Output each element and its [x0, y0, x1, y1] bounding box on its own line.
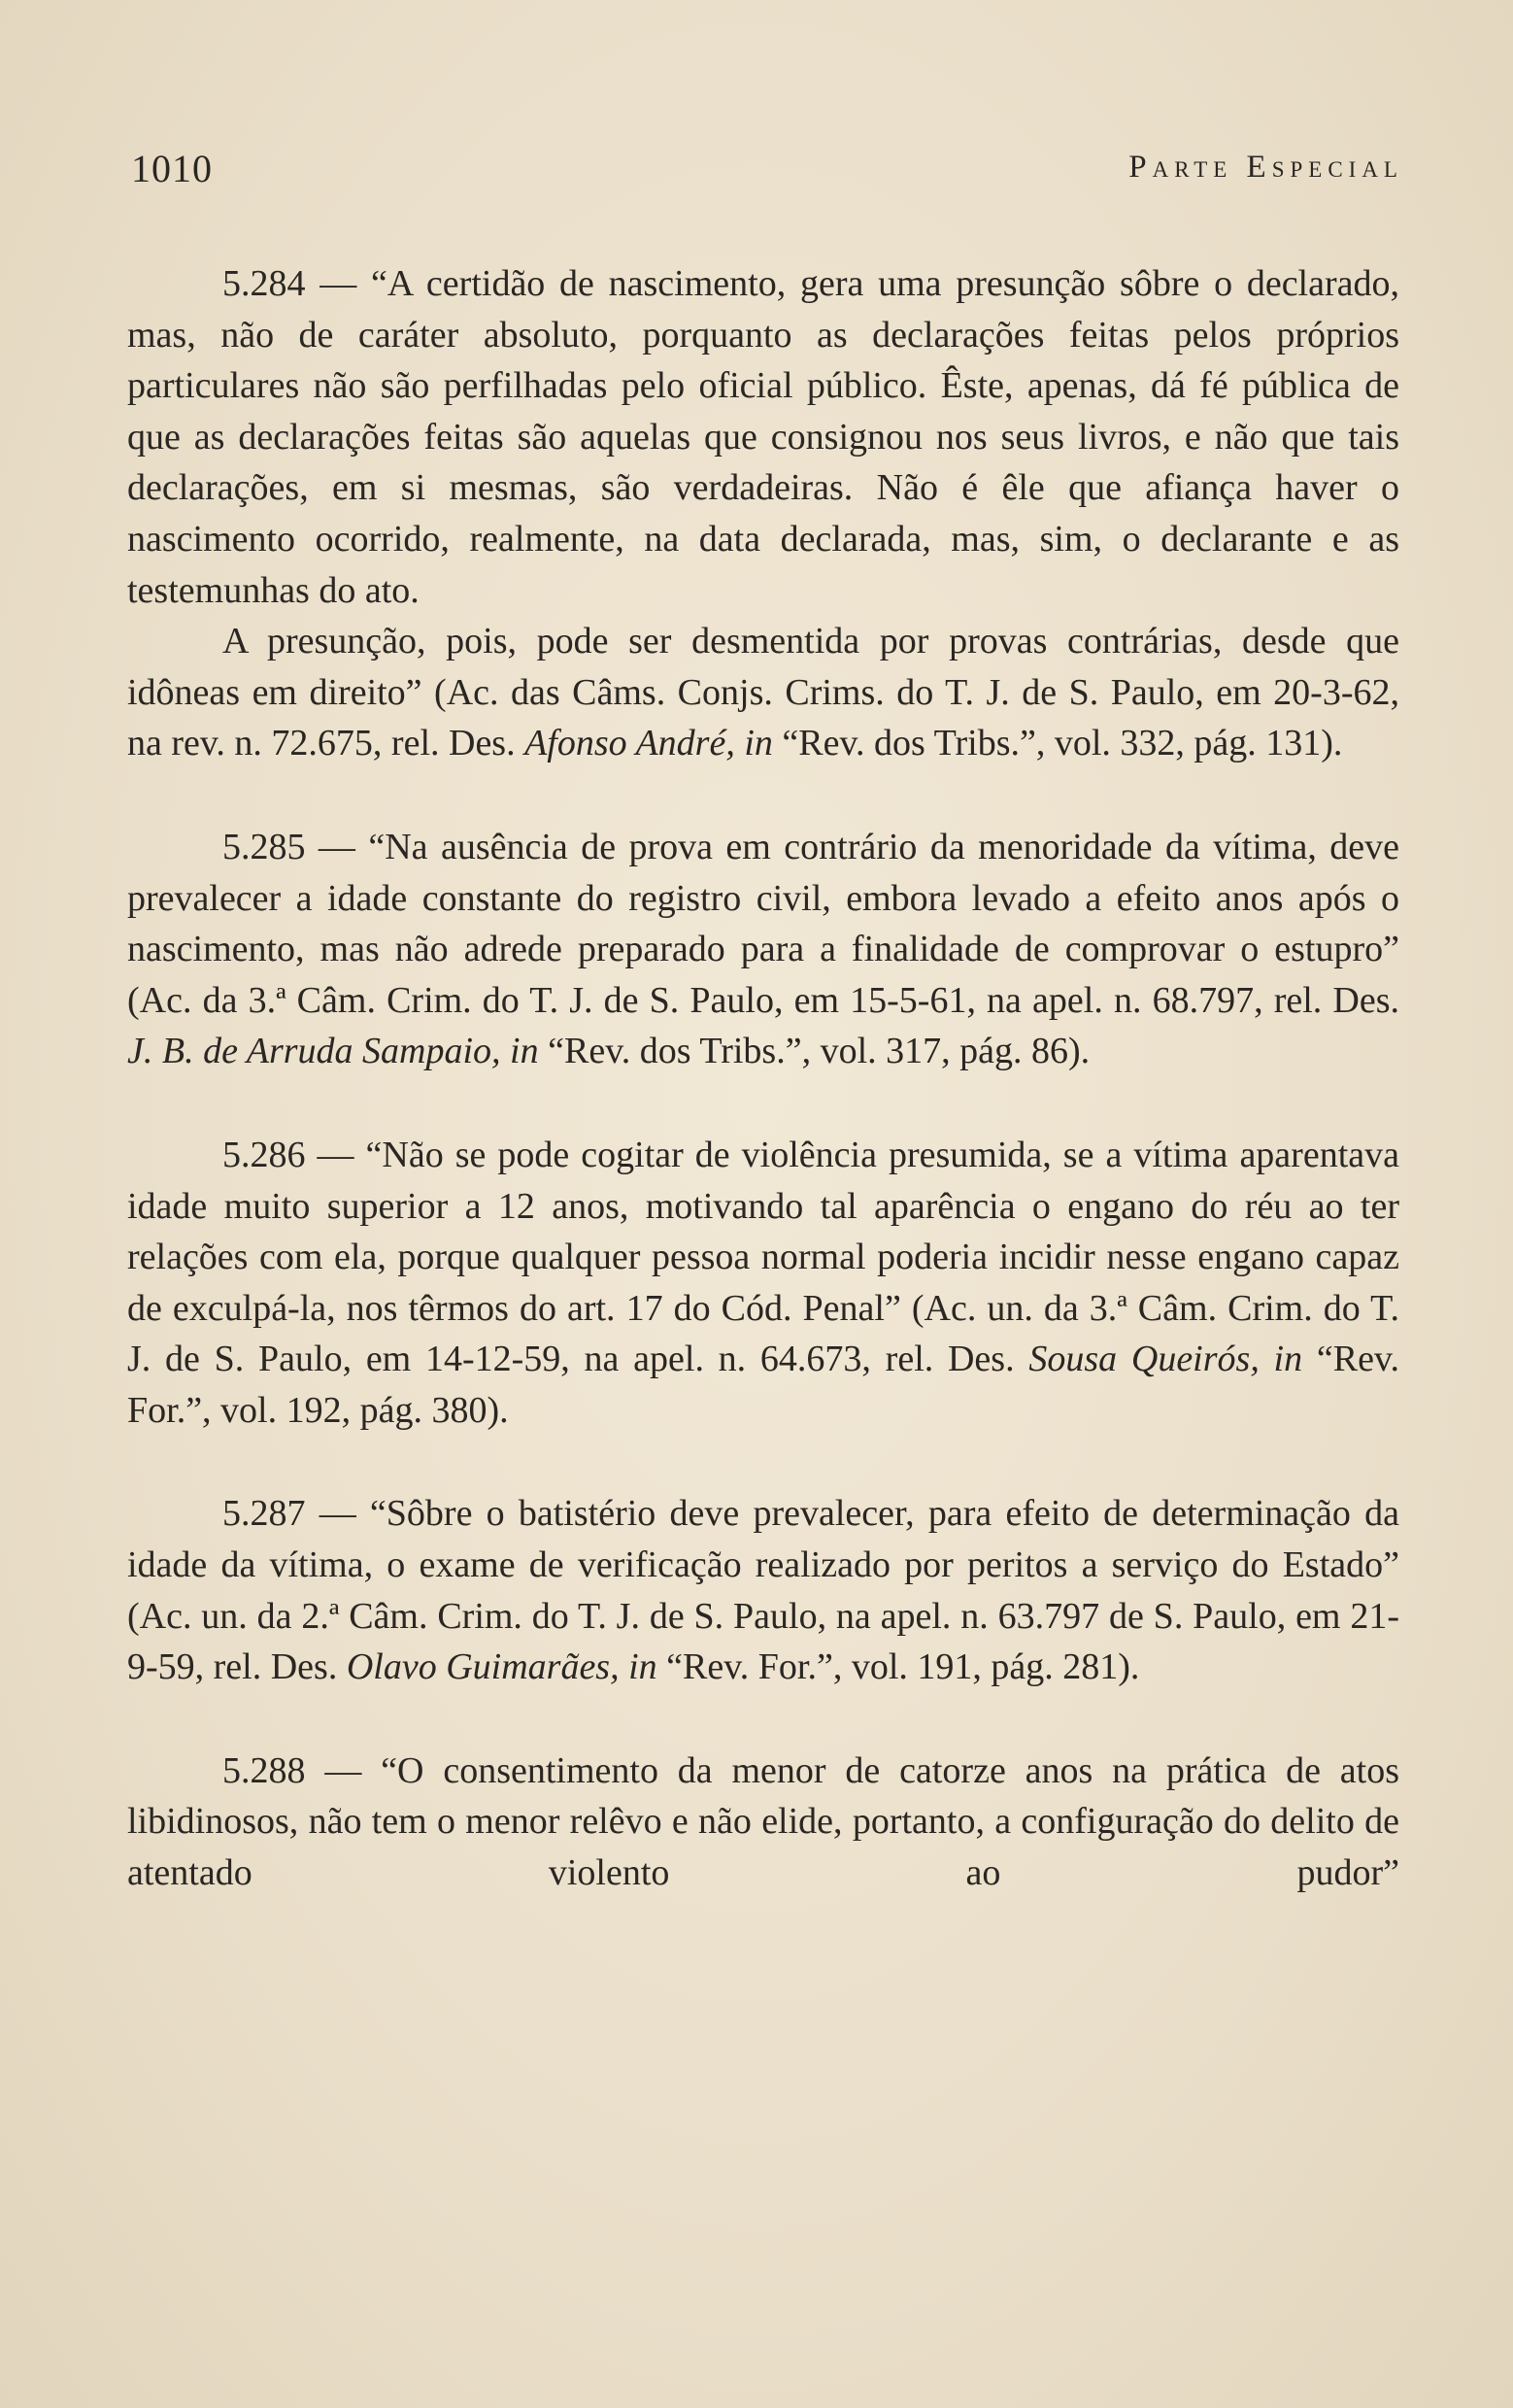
running-head: Parte Especial	[1128, 150, 1403, 185]
entry-paragraph	[127, 1130, 1399, 1437]
entry-text: — “O consentimento da menor de catorze anos na prática de atos libidinosos, não tem o menor relêvo e não elide, portanto, a configuração do delito de atentado violento ao pudor”	[127, 1749, 1399, 1894]
entry-paragraph	[127, 822, 1399, 1077]
entry-number: 5.284	[222, 263, 306, 304]
entry-paragraph	[127, 1746, 1399, 1899]
entry-number: 5.287	[222, 1493, 306, 1535]
entry-citation: “Rev. For.”, vol. 191, pág. 281).	[656, 1646, 1140, 1688]
entry-text: — “Não se pode cogitar de violência presumida, se a vítima aparentava idade muito superior a 12 anos, motivando tal aparência o engano do réu ao ter relações com ela, porque qualquer pessoa normal poderia incidir nesse engano capaz de exculpá-la, nos têrmos do art. 17 do Cód. Penal” (Ac. un. da 3.ª Câm. Crim. do T. J. de S. Paulo, em 14-12-59, na apel. n. 64.673, rel. Des.	[127, 1134, 1399, 1380]
entry-italic-author: Olavo Guimarães, in	[346, 1646, 657, 1688]
entry-italic-author: Afonso André, in	[524, 723, 773, 764]
page-number: 1010	[131, 147, 213, 190]
entry-text: A presunção, pois, pode ser desmentida por provas contrárias, desde que idôneas em direito” (Ac. das Câms. Conjs. Crims. do T. J. de S. Paulo, em 20-3-62, na rev. n. 72.675, rel. Des.	[127, 621, 1399, 764]
entry-text: — “Na ausência de prova em contrário da menoridade da vítima, deve prevalecer a idade constante do registro civil, embora levado a efeito anos após o nascimento, mas não adrede preparado para a finalidade de comprovar o estupro” (Ac. da 3.ª Câm. Crim. do T. J. de S. Paulo, em 15-5-61, na apel. n. 68.797, rel. Des.	[127, 826, 1399, 1021]
entry-italic-author: J. B. de Arruda Sampaio, in	[127, 1031, 539, 1072]
entry-text: — “Sôbre o batistério deve prevalecer, para efeito de determinação da idade da vítima, o exame de verificação realizado por peritos a serviço do Estado” (Ac. un. da 2.ª Câm. Crim. do T. J. de S. Paulo, na apel. n. 63.797 de S. Paulo, em 21-9-59, rel. Des.	[127, 1493, 1399, 1688]
entry-5286	[127, 1130, 1399, 1437]
entry-5284	[127, 258, 1399, 769]
entry-number: 5.285	[222, 826, 306, 867]
entry-citation: “Rev. dos Tribs.”, vol. 332, pág. 131).	[772, 723, 1343, 764]
entry-number: 5.288	[222, 1749, 306, 1791]
entry-text: — “A certidão de nascimento, gera uma presunção sôbre o declarado, mas, não de caráter absoluto, porquanto as declarações feitas pelos próprios particulares não são perfilhadas pelo oficial público. Êste, apenas, dá fé pública de que as declarações feitas são aquelas que consignou nos seus livros, e não que tais declarações, em si mesmas, são verdadeiras. Não é êle que afiança haver o nascimento ocorrido, realmente, na data declarada, mas, sim, o declarante e as testemunhas do ato.	[127, 263, 1399, 611]
page-header	[131, 146, 1403, 204]
entry-5287	[127, 1488, 1399, 1692]
page-body	[127, 258, 1399, 1899]
entry-citation: “Rev. dos Tribs.”, vol. 317, pág. 86).	[538, 1031, 1091, 1072]
entry-paragraph	[127, 1488, 1399, 1692]
entry-citation: “Rev. For.”, vol. 192, pág. 380).	[127, 1339, 1399, 1431]
entry-paragraph	[127, 616, 1399, 769]
entry-5285	[127, 822, 1399, 1077]
entry-italic-author: Sousa Queirós, in	[1028, 1339, 1303, 1380]
entry-paragraph	[127, 258, 1399, 616]
entry-number: 5.286	[222, 1134, 306, 1175]
entry-5288	[127, 1746, 1399, 1899]
